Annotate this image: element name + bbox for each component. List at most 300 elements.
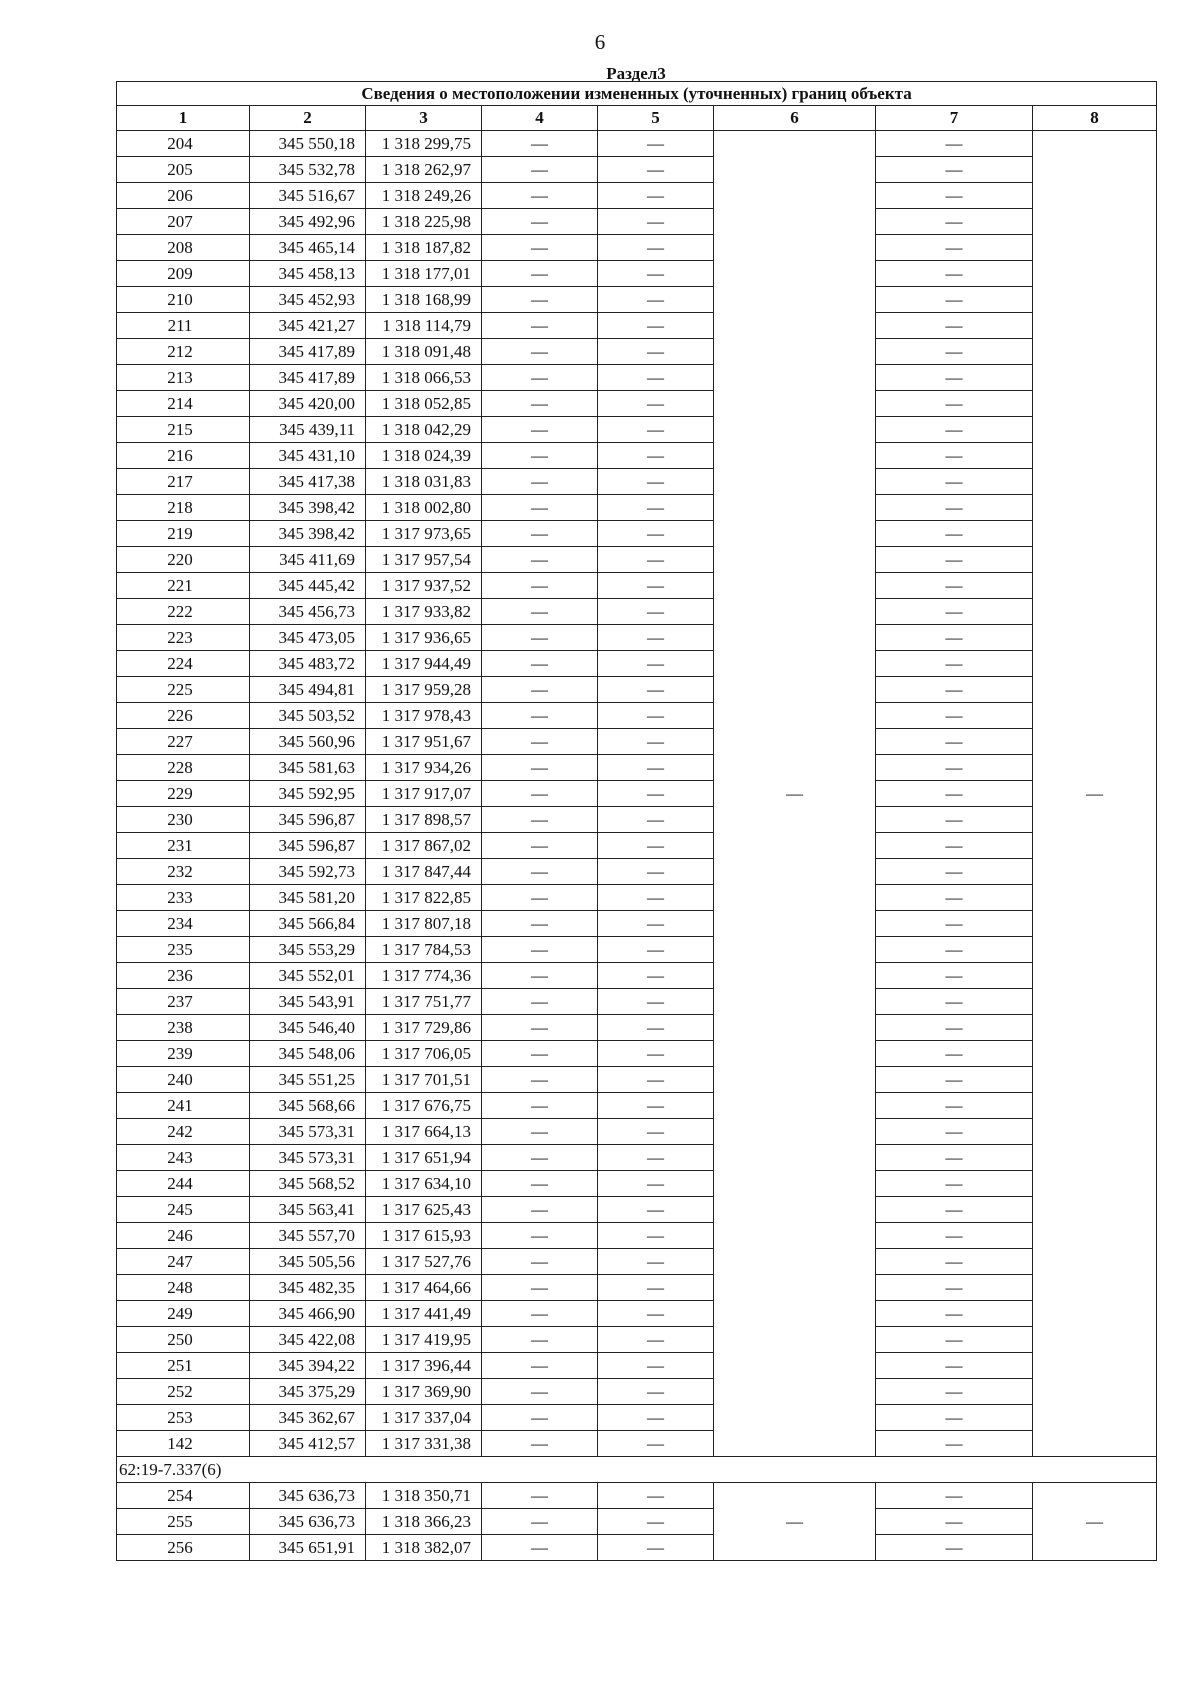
- col5-dash: —: [598, 1431, 714, 1457]
- table-row: [117, 781, 1157, 807]
- col5-dash: —: [598, 625, 714, 651]
- col7-dash: —: [876, 287, 1033, 313]
- table-row: [117, 651, 1157, 677]
- coord-x: 345 596,87: [250, 833, 366, 859]
- table-row: [117, 1171, 1157, 1197]
- table-row: [117, 1197, 1157, 1223]
- col5-dash: —: [598, 781, 714, 807]
- col5-dash: —: [598, 1353, 714, 1379]
- coord-x: 345 394,22: [250, 1353, 366, 1379]
- coord-x: 345 592,73: [250, 859, 366, 885]
- coord-y: 1 317 944,49: [366, 651, 482, 677]
- col7-dash: —: [876, 1223, 1033, 1249]
- coord-x: 345 551,25: [250, 1067, 366, 1093]
- point-number: 208: [117, 235, 250, 261]
- col4-dash: —: [482, 157, 598, 183]
- coord-x: 345 375,29: [250, 1379, 366, 1405]
- coord-x: 345 417,89: [250, 339, 366, 365]
- point-number: 252: [117, 1379, 250, 1405]
- coord-y: 1 318 382,07: [366, 1535, 482, 1561]
- point-number: 243: [117, 1145, 250, 1171]
- table-row: [117, 807, 1157, 833]
- col7-dash: —: [876, 1171, 1033, 1197]
- col5-dash: —: [598, 1379, 714, 1405]
- coord-x: 345 636,73: [250, 1509, 366, 1535]
- col7-dash: —: [876, 1249, 1033, 1275]
- col4-dash: —: [482, 833, 598, 859]
- table-row: [117, 911, 1157, 937]
- coord-y: 1 318 024,39: [366, 443, 482, 469]
- column-header-5: 5: [598, 106, 714, 131]
- col4-dash: —: [482, 521, 598, 547]
- coord-x: 345 532,78: [250, 157, 366, 183]
- coord-x: 345 421,27: [250, 313, 366, 339]
- col5-dash: —: [598, 1015, 714, 1041]
- coord-y: 1 317 706,05: [366, 1041, 482, 1067]
- table-row: [117, 677, 1157, 703]
- point-number: 204: [117, 131, 250, 157]
- point-number: 228: [117, 755, 250, 781]
- point-number: 236: [117, 963, 250, 989]
- table-row: [117, 755, 1157, 781]
- col7-dash: —: [876, 1327, 1033, 1353]
- coord-y: 1 317 973,65: [366, 521, 482, 547]
- col4-dash: —: [482, 1327, 598, 1353]
- point-number: 222: [117, 599, 250, 625]
- table-row: [117, 1249, 1157, 1275]
- coord-y: 1 317 933,82: [366, 599, 482, 625]
- coord-y: 1 317 441,49: [366, 1301, 482, 1327]
- coord-x: 345 412,57: [250, 1431, 366, 1457]
- coord-x: 345 362,67: [250, 1405, 366, 1431]
- coord-x: 345 592,95: [250, 781, 366, 807]
- table-row: [117, 1275, 1157, 1301]
- col7-dash: —: [876, 469, 1033, 495]
- col7-dash: —: [876, 391, 1033, 417]
- column-header-1: 1: [117, 106, 250, 131]
- point-number: 231: [117, 833, 250, 859]
- table-row: [117, 495, 1157, 521]
- coord-y: 1 317 957,54: [366, 547, 482, 573]
- col4-dash: —: [482, 989, 598, 1015]
- coord-y: 1 318 225,98: [366, 209, 482, 235]
- coord-x: 345 568,66: [250, 1093, 366, 1119]
- col4-dash: —: [482, 1171, 598, 1197]
- col4-dash: —: [482, 1041, 598, 1067]
- point-number: 219: [117, 521, 250, 547]
- col7-dash: —: [876, 677, 1033, 703]
- col4-dash: —: [482, 547, 598, 573]
- col5-dash: —: [598, 1327, 714, 1353]
- point-number: 256: [117, 1535, 250, 1561]
- coord-y: 1 318 350,71: [366, 1483, 482, 1509]
- coord-y: 1 317 917,07: [366, 781, 482, 807]
- coord-y: 1 318 002,80: [366, 495, 482, 521]
- col7-dash: —: [876, 1275, 1033, 1301]
- col8-dash: —: [1033, 131, 1157, 1457]
- col7-dash: —: [876, 209, 1033, 235]
- col7-dash: —: [876, 339, 1033, 365]
- table-row: [117, 963, 1157, 989]
- column-header-2: 2: [250, 106, 366, 131]
- coord-x: 345 503,52: [250, 703, 366, 729]
- col7-dash: —: [876, 1301, 1033, 1327]
- table-row: [117, 1067, 1157, 1093]
- col7-dash: —: [876, 521, 1033, 547]
- col5-dash: —: [598, 573, 714, 599]
- col7-dash: —: [876, 963, 1033, 989]
- col7-dash: —: [876, 755, 1033, 781]
- column-header-8: 8: [1033, 106, 1157, 131]
- coord-y: 1 317 701,51: [366, 1067, 482, 1093]
- point-number: 212: [117, 339, 250, 365]
- col4-dash: —: [482, 625, 598, 651]
- point-number: 244: [117, 1171, 250, 1197]
- table-row: [117, 417, 1157, 443]
- coord-x: 345 452,93: [250, 287, 366, 313]
- point-number: 221: [117, 573, 250, 599]
- col7-dash: —: [876, 1119, 1033, 1145]
- coord-y: 1 317 337,04: [366, 1405, 482, 1431]
- point-number: 238: [117, 1015, 250, 1041]
- point-number: 213: [117, 365, 250, 391]
- table-row: [117, 209, 1157, 235]
- col4-dash: —: [482, 729, 598, 755]
- col7-dash: —: [876, 443, 1033, 469]
- point-number: 233: [117, 885, 250, 911]
- coord-x: 345 553,29: [250, 937, 366, 963]
- coord-y: 1 317 751,77: [366, 989, 482, 1015]
- coord-y: 1 317 847,44: [366, 859, 482, 885]
- coord-x: 345 596,87: [250, 807, 366, 833]
- coord-x: 345 546,40: [250, 1015, 366, 1041]
- col5-dash: —: [598, 859, 714, 885]
- section-container: [116, 66, 1156, 1561]
- coord-x: 345 581,20: [250, 885, 366, 911]
- coord-y: 1 317 396,44: [366, 1353, 482, 1379]
- col4-dash: —: [482, 885, 598, 911]
- col7-dash: —: [876, 1093, 1033, 1119]
- point-number: 215: [117, 417, 250, 443]
- col4-dash: —: [482, 209, 598, 235]
- coord-x: 345 581,63: [250, 755, 366, 781]
- col5-dash: —: [598, 1171, 714, 1197]
- col5-dash: —: [598, 1093, 714, 1119]
- point-number: 251: [117, 1353, 250, 1379]
- coord-y: 1 317 822,85: [366, 885, 482, 911]
- col4-dash: —: [482, 469, 598, 495]
- col4-dash: —: [482, 1249, 598, 1275]
- col5-dash: —: [598, 1535, 714, 1561]
- col5-dash: —: [598, 885, 714, 911]
- point-number: 232: [117, 859, 250, 885]
- col5-dash: —: [598, 963, 714, 989]
- col4-dash: —: [482, 1015, 598, 1041]
- col4-dash: —: [482, 1535, 598, 1561]
- coord-y: 1 317 774,36: [366, 963, 482, 989]
- coord-x: 345 566,84: [250, 911, 366, 937]
- table-row: [117, 313, 1157, 339]
- point-number: 253: [117, 1405, 250, 1431]
- point-number: 242: [117, 1119, 250, 1145]
- coord-x: 345 651,91: [250, 1535, 366, 1561]
- col7-dash: —: [876, 859, 1033, 885]
- point-number: 205: [117, 157, 250, 183]
- col5-dash: —: [598, 651, 714, 677]
- col7-dash: —: [876, 781, 1033, 807]
- col4-dash: —: [482, 1483, 598, 1509]
- col4-dash: —: [482, 781, 598, 807]
- point-number: 217: [117, 469, 250, 495]
- col5-dash: —: [598, 1041, 714, 1067]
- col4-dash: —: [482, 1145, 598, 1171]
- point-number: 225: [117, 677, 250, 703]
- col7-dash: —: [876, 547, 1033, 573]
- col7-dash: —: [876, 157, 1033, 183]
- col5-dash: —: [598, 833, 714, 859]
- coord-y: 1 317 951,67: [366, 729, 482, 755]
- col5-dash: —: [598, 1405, 714, 1431]
- col5-dash: —: [598, 443, 714, 469]
- coord-y: 1 317 664,13: [366, 1119, 482, 1145]
- col7-dash: —: [876, 417, 1033, 443]
- point-number: 214: [117, 391, 250, 417]
- coord-x: 345 431,10: [250, 443, 366, 469]
- point-number: 223: [117, 625, 250, 651]
- table-row: [117, 1093, 1157, 1119]
- col5-dash: —: [598, 989, 714, 1015]
- table-row: [117, 521, 1157, 547]
- table-row: [117, 1353, 1157, 1379]
- coord-y: 1 318 168,99: [366, 287, 482, 313]
- col7-dash: —: [876, 1431, 1033, 1457]
- coord-y: 1 318 249,26: [366, 183, 482, 209]
- col7-dash: —: [876, 1353, 1033, 1379]
- table-row: [117, 443, 1157, 469]
- col4-dash: —: [482, 755, 598, 781]
- column-header-4: 4: [482, 106, 598, 131]
- col5-dash: —: [598, 1249, 714, 1275]
- col5-dash: —: [598, 365, 714, 391]
- coord-x: 345 420,00: [250, 391, 366, 417]
- col7-dash: —: [876, 261, 1033, 287]
- coord-x: 345 483,72: [250, 651, 366, 677]
- col5-dash: —: [598, 937, 714, 963]
- col4-dash: —: [482, 599, 598, 625]
- coord-y: 1 318 177,01: [366, 261, 482, 287]
- point-number: 245: [117, 1197, 250, 1223]
- col7-dash: —: [876, 1197, 1033, 1223]
- column-header-7: 7: [876, 106, 1033, 131]
- coord-x: 345 636,73: [250, 1483, 366, 1509]
- col5-dash: —: [598, 1119, 714, 1145]
- coord-x: 345 473,05: [250, 625, 366, 651]
- table-row: [117, 287, 1157, 313]
- col4-dash: —: [482, 1093, 598, 1119]
- coord-y: 1 317 634,10: [366, 1171, 482, 1197]
- col4-dash: —: [482, 495, 598, 521]
- coord-y: 1 318 052,85: [366, 391, 482, 417]
- table-row: [117, 1119, 1157, 1145]
- col7-dash: —: [876, 1145, 1033, 1171]
- table-row: [117, 157, 1157, 183]
- col7-dash: —: [876, 131, 1033, 157]
- coord-x: 345 465,14: [250, 235, 366, 261]
- table-row: [117, 391, 1157, 417]
- point-number: 247: [117, 1249, 250, 1275]
- col4-dash: —: [482, 183, 598, 209]
- coord-x: 345 543,91: [250, 989, 366, 1015]
- col4-dash: —: [482, 1509, 598, 1535]
- col7-dash: —: [876, 365, 1033, 391]
- col4-dash: —: [482, 1431, 598, 1457]
- point-number: 206: [117, 183, 250, 209]
- table-row: [117, 859, 1157, 885]
- coord-x: 345 456,73: [250, 599, 366, 625]
- table-row: [117, 1327, 1157, 1353]
- coord-y: 1 317 936,65: [366, 625, 482, 651]
- col4-dash: —: [482, 417, 598, 443]
- col5-dash: —: [598, 313, 714, 339]
- col4-dash: —: [482, 443, 598, 469]
- coord-y: 1 317 369,90: [366, 1379, 482, 1405]
- point-number: 239: [117, 1041, 250, 1067]
- table-row: [117, 1301, 1157, 1327]
- coord-x: 345 417,89: [250, 365, 366, 391]
- col4-dash: —: [482, 807, 598, 833]
- coord-y: 1 318 366,23: [366, 1509, 482, 1535]
- point-number: 211: [117, 313, 250, 339]
- col7-dash: —: [876, 1405, 1033, 1431]
- table-row: [117, 599, 1157, 625]
- coord-y: 1 317 867,02: [366, 833, 482, 859]
- col5-dash: —: [598, 261, 714, 287]
- col7-dash: —: [876, 1535, 1033, 1561]
- col7-dash: —: [876, 235, 1033, 261]
- coord-y: 1 317 625,43: [366, 1197, 482, 1223]
- col4-dash: —: [482, 859, 598, 885]
- col4-dash: —: [482, 1067, 598, 1093]
- col7-dash: —: [876, 1015, 1033, 1041]
- coord-x: 345 557,70: [250, 1223, 366, 1249]
- col4-dash: —: [482, 1275, 598, 1301]
- coord-y: 1 318 066,53: [366, 365, 482, 391]
- coord-x: 345 411,69: [250, 547, 366, 573]
- coord-x: 345 548,06: [250, 1041, 366, 1067]
- coord-y: 1 318 114,79: [366, 313, 482, 339]
- col7-dash: —: [876, 807, 1033, 833]
- coord-y: 1 317 615,93: [366, 1223, 482, 1249]
- coord-y: 1 317 959,28: [366, 677, 482, 703]
- col4-dash: —: [482, 963, 598, 989]
- col4-dash: —: [482, 261, 598, 287]
- col5-dash: —: [598, 339, 714, 365]
- column-header-row: [117, 106, 1157, 131]
- col4-dash: —: [482, 1353, 598, 1379]
- table-row: [117, 1145, 1157, 1171]
- table-row: [117, 1379, 1157, 1405]
- col5-dash: —: [598, 547, 714, 573]
- col5-dash: —: [598, 1223, 714, 1249]
- col4-dash: —: [482, 911, 598, 937]
- table-row: [117, 937, 1157, 963]
- coord-x: 345 398,42: [250, 521, 366, 547]
- coord-x: 345 550,18: [250, 131, 366, 157]
- point-number: 240: [117, 1067, 250, 1093]
- col4-dash: —: [482, 287, 598, 313]
- coord-y: 1 318 262,97: [366, 157, 482, 183]
- col4-dash: —: [482, 131, 598, 157]
- table-row: [117, 1535, 1157, 1561]
- coord-y: 1 317 651,94: [366, 1145, 482, 1171]
- col5-dash: —: [598, 1197, 714, 1223]
- col7-dash: —: [876, 651, 1033, 677]
- col7-dash: —: [876, 989, 1033, 1015]
- coord-y: 1 317 898,57: [366, 807, 482, 833]
- col5-dash: —: [598, 417, 714, 443]
- coord-x: 345 573,31: [250, 1119, 366, 1145]
- coord-x: 345 516,67: [250, 183, 366, 209]
- table-row: [117, 703, 1157, 729]
- point-number: 234: [117, 911, 250, 937]
- point-number: 229: [117, 781, 250, 807]
- col5-dash: —: [598, 729, 714, 755]
- col4-dash: —: [482, 1405, 598, 1431]
- table-row: [117, 547, 1157, 573]
- col4-dash: —: [482, 365, 598, 391]
- col7-dash: —: [876, 703, 1033, 729]
- table-row: [117, 573, 1157, 599]
- coord-y: 1 317 784,53: [366, 937, 482, 963]
- coord-y: 1 318 091,48: [366, 339, 482, 365]
- table-row: [117, 1223, 1157, 1249]
- col5-dash: —: [598, 703, 714, 729]
- col4-dash: —: [482, 313, 598, 339]
- col5-dash: —: [598, 287, 714, 313]
- col5-dash: —: [598, 755, 714, 781]
- table-row: [117, 365, 1157, 391]
- table-row: [117, 1015, 1157, 1041]
- col5-dash: —: [598, 1275, 714, 1301]
- table-row: [117, 469, 1157, 495]
- col5-dash: —: [598, 1509, 714, 1535]
- col7-dash: —: [876, 937, 1033, 963]
- table-body: [117, 131, 1157, 1561]
- coord-x: 345 494,81: [250, 677, 366, 703]
- boundary-table: [116, 81, 1157, 1561]
- parcel-label: 62:19-7.337(6): [117, 1457, 1157, 1483]
- point-number: 235: [117, 937, 250, 963]
- col5-dash: —: [598, 911, 714, 937]
- col4-dash: —: [482, 1379, 598, 1405]
- column-header-6: 6: [714, 106, 876, 131]
- col4-dash: —: [482, 937, 598, 963]
- section-title: Раздел3: [606, 64, 666, 83]
- col5-dash: —: [598, 599, 714, 625]
- coord-x: 345 482,35: [250, 1275, 366, 1301]
- col7-dash: —: [876, 1379, 1033, 1405]
- coord-x: 345 417,38: [250, 469, 366, 495]
- col7-dash: —: [876, 183, 1033, 209]
- column-header-3: 3: [366, 106, 482, 131]
- table-row: [117, 1431, 1157, 1457]
- point-number: 209: [117, 261, 250, 287]
- table-row: [117, 339, 1157, 365]
- col4-dash: —: [482, 651, 598, 677]
- table-row: [117, 183, 1157, 209]
- col5-dash: —: [598, 391, 714, 417]
- coord-x: 345 422,08: [250, 1327, 366, 1353]
